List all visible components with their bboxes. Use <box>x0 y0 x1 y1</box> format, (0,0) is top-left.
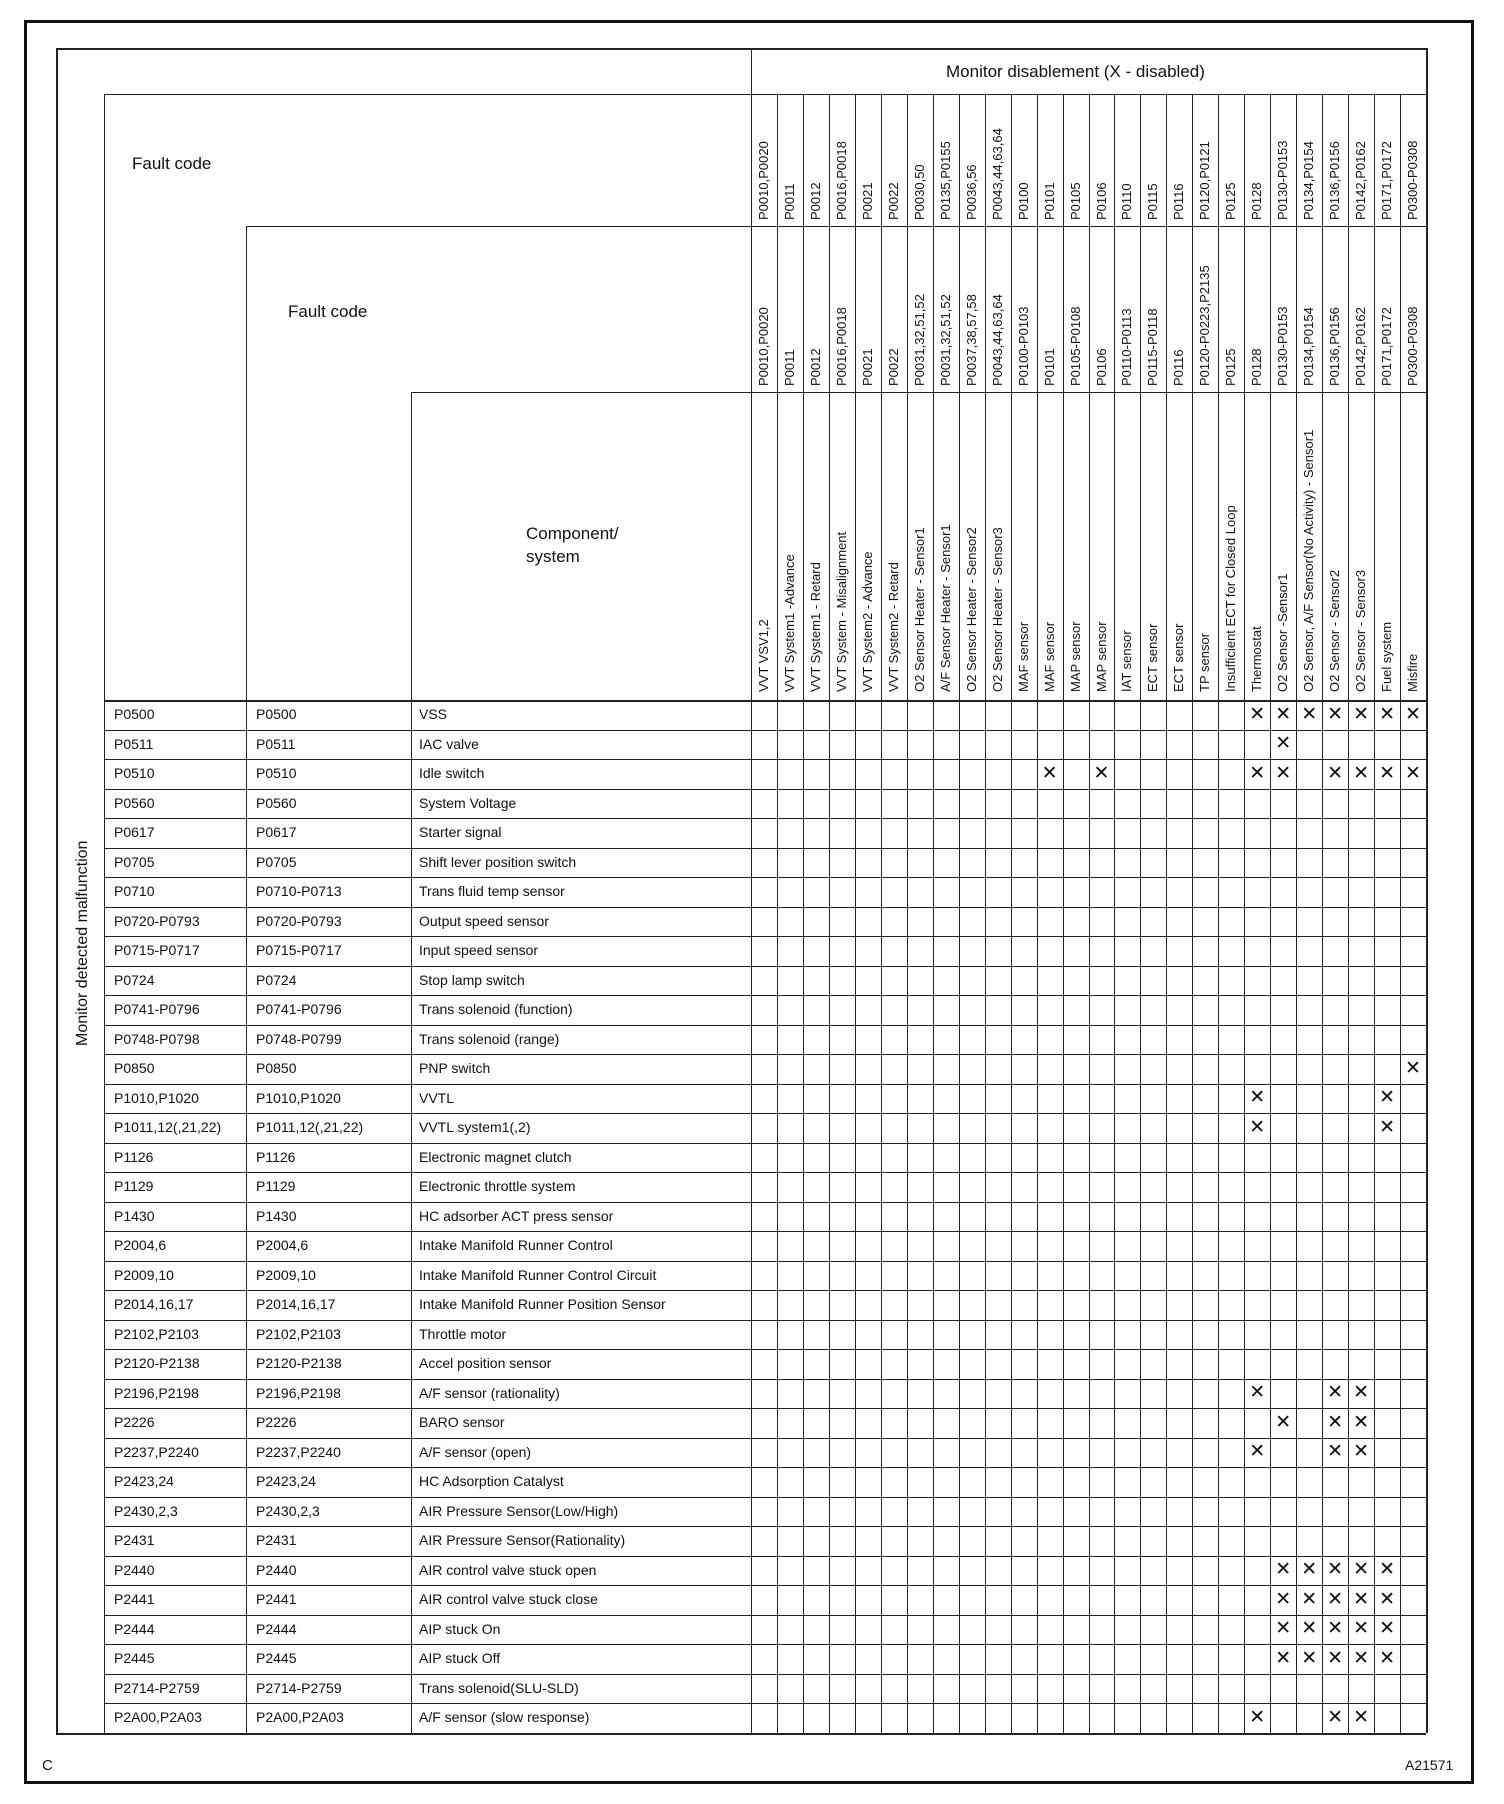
row-component: BARO sensor <box>419 1414 505 1430</box>
column-component-name: MAP sensor <box>1067 621 1083 692</box>
row-divider <box>104 818 1426 819</box>
disabled-mark: ✕ <box>1405 703 1421 725</box>
row-code-secondary: P2445 <box>256 1650 297 1666</box>
row-code-primary: P1126 <box>114 1148 154 1165</box>
column-code-primary: P0100 <box>1015 182 1031 220</box>
row-code-secondary: P2226 <box>256 1414 297 1430</box>
fault-code-label-1: Fault code <box>132 154 212 173</box>
column-code-secondary: P0110-P0113 <box>1119 308 1135 386</box>
column-code-secondary: P0106 <box>1093 348 1109 386</box>
outer-border-right <box>1426 48 1428 1733</box>
row-component: Accel position sensor <box>419 1355 552 1371</box>
disabled-mark: ✕ <box>1379 762 1395 784</box>
column-component-name: VVT System1 - Retard <box>807 562 823 692</box>
row-code-secondary: P2430,2,3 <box>256 1502 320 1519</box>
row-component: AIR control valve stuck open <box>419 1561 597 1578</box>
divider-side-label <box>104 94 105 1733</box>
row-divider <box>104 1143 1426 1144</box>
column-divider <box>1374 94 1375 1733</box>
row-code-secondary: P2004,6 <box>256 1237 309 1253</box>
row-code-secondary: P2102,P2103 <box>256 1325 341 1342</box>
row-code-secondary: P2444 <box>256 1620 297 1637</box>
divider-code2 <box>411 392 412 1733</box>
row-divider <box>104 1054 1426 1055</box>
row-code-primary: P0705 <box>114 853 155 870</box>
row-component: A/F sensor (open) <box>419 1443 532 1460</box>
column-divider <box>1089 94 1090 1733</box>
header-bottom-line <box>104 700 1426 702</box>
outer-border-bottom <box>56 1733 1426 1735</box>
row-component: Electronic magnet clutch <box>419 1148 572 1165</box>
column-code-primary: P0130-P0153 <box>1275 140 1291 220</box>
disabled-mark: ✕ <box>1275 1647 1292 1669</box>
row-code-primary: P2423,24 <box>114 1473 174 1489</box>
row-code-primary: P1129 <box>114 1178 154 1194</box>
column-code-secondary: P0105-P0108 <box>1067 306 1083 386</box>
column-divider <box>1218 94 1219 1733</box>
disabled-mark: ✕ <box>1301 1647 1318 1669</box>
row-code-primary: P2430,2,3 <box>114 1502 178 1519</box>
disabled-mark: ✕ <box>1353 1559 1370 1581</box>
row-code-secondary: P0560 <box>256 794 297 811</box>
row-divider <box>104 730 1426 731</box>
column-code-secondary: P0116 <box>1171 349 1187 386</box>
row-code-secondary: P0511 <box>256 735 296 752</box>
row-code-primary: P1011,12(,21,22) <box>114 1119 222 1135</box>
disabled-mark: ✕ <box>1327 1618 1344 1640</box>
row-divider <box>104 1585 1426 1586</box>
disabled-mark: ✕ <box>1379 1647 1395 1669</box>
row-code-secondary: P2440 <box>256 1561 297 1578</box>
row-code-primary: P1010,P1020 <box>114 1089 199 1106</box>
row-code-secondary: P1011,12(,21,22) <box>256 1119 364 1135</box>
row-component: Stop lamp switch <box>419 971 525 988</box>
column-divider <box>1037 94 1038 1733</box>
row-divider <box>104 1202 1426 1203</box>
row-divider <box>104 1556 1426 1557</box>
column-component-name: VVT System2 - Retard <box>885 562 901 692</box>
column-divider <box>1140 94 1141 1733</box>
row-component: Trans solenoid (range) <box>419 1030 560 1047</box>
column-code-primary: P0011 <box>781 183 797 220</box>
disabled-mark: ✕ <box>1301 1618 1318 1640</box>
row-component: Shift lever position switch <box>419 853 577 870</box>
column-divider <box>933 94 934 1733</box>
disabled-mark: ✕ <box>1327 1647 1344 1669</box>
column-component-name: VVT System - Misalignment <box>833 531 849 692</box>
column-code-primary: P0010,P0020 <box>756 141 771 220</box>
row-component: Intake Manifold Runner Position Sensor <box>419 1296 666 1312</box>
disabled-mark: ✕ <box>1405 1057 1421 1079</box>
row-code-primary: P0720-P0793 <box>114 912 200 929</box>
row-code-primary: P2A00,P2A03 <box>114 1709 202 1725</box>
row-component: A/F sensor (rationality) <box>419 1384 560 1401</box>
disabled-mark: ✕ <box>1249 762 1266 784</box>
disabled-mark: ✕ <box>1301 1588 1318 1610</box>
row-component: Output speed sensor <box>419 912 549 929</box>
row-code-primary: P2120-P2138 <box>114 1355 200 1371</box>
row-code-primary: P2444 <box>114 1620 155 1637</box>
row-code-primary: P2441 <box>114 1591 155 1607</box>
row-code-secondary: P0510 <box>256 765 297 781</box>
column-code-secondary: P0043,44,63,64 <box>989 294 1005 386</box>
column-divider <box>881 94 882 1733</box>
column-component-name: O2 Sensor -Sensor1 <box>1275 573 1291 692</box>
disabled-mark: ✕ <box>1379 1618 1395 1640</box>
row-component: Throttle motor <box>419 1325 507 1342</box>
column-code-primary: P0110 <box>1119 183 1135 220</box>
column-code-primary: P0120,P0121 <box>1197 141 1213 220</box>
footer-left-label: C <box>42 1757 53 1774</box>
disabled-mark: ✕ <box>1327 703 1344 725</box>
column-code-primary: P0105 <box>1067 182 1083 220</box>
column-divider <box>1322 94 1323 1733</box>
column-code-secondary: P0142,P0162 <box>1353 307 1369 386</box>
row-code-primary: P0510 <box>114 765 155 781</box>
column-component-name: VVT System1 -Advance <box>781 554 797 692</box>
row-code-secondary: P1126 <box>256 1148 296 1165</box>
column-code-primary: P0016,P0018 <box>833 141 849 220</box>
disabled-mark: ✕ <box>1275 733 1292 755</box>
column-code-primary: P0030,50 <box>911 164 927 220</box>
disabled-mark: ✕ <box>1353 1588 1370 1610</box>
row-code-secondary: P2714-P2759 <box>256 1679 342 1696</box>
column-component-name: VVT VSV1,2 <box>756 619 771 692</box>
header-band1-line <box>246 226 1426 227</box>
divider-code1 <box>246 226 247 1733</box>
column-code-secondary: P0136,P0156 <box>1327 307 1343 386</box>
disabled-mark: ✕ <box>1275 1559 1292 1581</box>
disabled-mark: ✕ <box>1249 1116 1266 1138</box>
column-component-name: O2 Sensor Heater - Sensor1 <box>911 527 927 692</box>
column-component-name: VVT System2 - Advance <box>859 551 875 692</box>
row-component: IAC valve <box>419 735 479 752</box>
column-code-secondary: P0022 <box>885 348 901 386</box>
column-code-secondary: P0021 <box>859 348 875 386</box>
row-code-secondary: P2A00,P2A03 <box>256 1709 344 1725</box>
column-code-primary: P0101 <box>1041 182 1057 220</box>
column-code-secondary: P0031,32,51,52 <box>911 294 927 386</box>
disabled-mark: ✕ <box>1249 703 1266 725</box>
column-code-secondary: P0016,P0018 <box>833 307 849 386</box>
column-divider <box>829 94 830 1733</box>
row-divider <box>104 966 1426 967</box>
disabled-mark: ✕ <box>1093 762 1110 784</box>
column-code-secondary: P0037,38,57,58 <box>963 294 979 386</box>
column-divider <box>1348 94 1349 1733</box>
disabled-mark: ✕ <box>1327 1559 1344 1581</box>
row-code-primary: P0710 <box>114 883 155 899</box>
row-code-secondary: P0850 <box>256 1060 297 1076</box>
row-code-primary: P2237,P2240 <box>114 1443 199 1460</box>
outer-border-top <box>56 48 1426 50</box>
row-code-secondary: P2014,16,17 <box>256 1296 336 1312</box>
row-code-primary: P2014,16,17 <box>114 1296 194 1312</box>
disabled-mark: ✕ <box>1249 1382 1266 1404</box>
disabled-mark: ✕ <box>1275 1618 1292 1640</box>
column-component-name: Insufficient ECT for Closed Loop <box>1223 505 1239 692</box>
column-code-secondary: P0012 <box>807 348 823 386</box>
row-component: AIR Pressure Sensor(Low/High) <box>419 1502 619 1519</box>
row-code-secondary: P0720-P0793 <box>256 912 342 929</box>
row-divider <box>104 1408 1426 1409</box>
disabled-mark: ✕ <box>1353 1647 1370 1669</box>
column-code-secondary: P0011 <box>781 349 797 386</box>
row-code-primary: P0617 <box>114 824 155 840</box>
column-component-name: TP sensor <box>1197 632 1213 692</box>
row-code-secondary: P1430 <box>256 1207 297 1224</box>
column-code-primary: P0171,P0172 <box>1379 141 1395 220</box>
row-divider <box>104 789 1426 790</box>
row-component: Intake Manifold Runner Control <box>419 1237 613 1253</box>
column-component-name: O2 Sensor - Sensor2 <box>1327 569 1343 692</box>
column-code-secondary: P0115-P0118 <box>1145 308 1161 386</box>
component-label-line1: Component/ <box>526 524 619 543</box>
disabled-mark: ✕ <box>1301 703 1318 725</box>
column-code-primary: P0106 <box>1093 182 1109 220</box>
disabled-mark: ✕ <box>1379 1116 1395 1138</box>
row-code-secondary: P2441 <box>256 1591 297 1607</box>
row-component: VVTL <box>419 1089 455 1106</box>
disabled-mark: ✕ <box>1353 1441 1370 1463</box>
column-code-secondary: P0300-P0308 <box>1405 306 1421 386</box>
row-code-primary: P0560 <box>114 794 155 811</box>
column-component-name: ECT sensor <box>1145 623 1161 692</box>
row-component: HC adsorber ACT press sensor <box>419 1207 614 1224</box>
disabled-mark: ✕ <box>1275 762 1292 784</box>
column-code-secondary: P0101 <box>1041 348 1057 386</box>
column-component-name: O2 Sensor, A/F Sensor(No Activity) - Sensor1 <box>1301 429 1317 692</box>
row-code-primary: P2004,6 <box>114 1237 167 1253</box>
column-divider <box>855 94 856 1733</box>
row-component: AIR Pressure Sensor(Rationality) <box>419 1532 626 1548</box>
column-code-primary: P0022 <box>885 182 901 220</box>
column-divider <box>1063 94 1064 1733</box>
disabled-mark: ✕ <box>1275 1588 1292 1610</box>
column-code-primary: P0134,P0154 <box>1301 141 1317 220</box>
disabled-mark: ✕ <box>1041 762 1058 784</box>
column-code-secondary: P0100-P0103 <box>1015 306 1031 386</box>
disabled-mark: ✕ <box>1405 762 1421 784</box>
column-code-primary: P0125 <box>1223 182 1239 220</box>
row-divider <box>104 1526 1426 1527</box>
disabled-mark: ✕ <box>1353 1411 1370 1433</box>
row-code-secondary: P2431 <box>256 1532 297 1548</box>
column-code-primary: P0142,P0162 <box>1353 141 1369 220</box>
figure-id: A21571 <box>1405 1757 1454 1773</box>
column-component-name: MAF sensor <box>1015 621 1031 692</box>
row-code-primary: P2440 <box>114 1561 155 1578</box>
row-code-primary: P1430 <box>114 1207 155 1224</box>
row-component: AIP stuck Off <box>419 1650 501 1666</box>
row-code-primary: P0511 <box>114 735 154 752</box>
row-code-secondary: P2196,P2198 <box>256 1384 341 1401</box>
row-code-primary: P0850 <box>114 1060 155 1076</box>
disabled-mark: ✕ <box>1327 1411 1344 1433</box>
row-code-primary: P2102,P2103 <box>114 1325 199 1342</box>
row-component: PNP switch <box>419 1060 491 1076</box>
disabled-mark: ✕ <box>1249 1441 1266 1463</box>
row-code-primary: P0500 <box>114 706 155 722</box>
row-component: Starter signal <box>419 824 502 840</box>
row-component: Electronic throttle system <box>419 1178 576 1194</box>
component-label-line2: system <box>526 547 580 566</box>
row-component: Trans solenoid(SLU-SLD) <box>419 1679 579 1696</box>
row-code-secondary: P0500 <box>256 706 297 722</box>
row-code-primary: P2714-P2759 <box>114 1679 200 1696</box>
row-code-secondary: P0705 <box>256 853 297 870</box>
column-divider <box>777 94 778 1733</box>
disabled-mark: ✕ <box>1275 703 1292 725</box>
column-divider <box>1296 94 1297 1733</box>
disabled-mark: ✕ <box>1353 703 1370 725</box>
column-component-name: Thermostat <box>1249 626 1265 692</box>
disabled-mark: ✕ <box>1275 1411 1292 1433</box>
fault-code-label-2: Fault code <box>288 302 368 321</box>
row-code-primary: P2196,P2198 <box>114 1384 199 1401</box>
disabled-mark: ✕ <box>1327 762 1344 784</box>
column-component-name: O2 Sensor - Sensor3 <box>1353 569 1369 692</box>
outer-border-left <box>56 48 58 1733</box>
column-code-secondary: P0128 <box>1249 348 1265 386</box>
disabled-mark: ✕ <box>1353 762 1370 784</box>
row-code-primary: P2445 <box>114 1650 155 1666</box>
column-component-name: A/F Sensor Heater - Sensor1 <box>937 524 953 692</box>
column-code-secondary: P0130-P0153 <box>1275 306 1291 386</box>
column-code-secondary: P0125 <box>1223 348 1239 386</box>
row-component: Idle switch <box>419 765 485 781</box>
column-divider <box>959 94 960 1733</box>
column-divider <box>1011 94 1012 1733</box>
row-code-primary: P0741-P0796 <box>114 1001 200 1017</box>
column-code-secondary: P0171,P0172 <box>1379 307 1395 386</box>
column-divider <box>1114 94 1115 1733</box>
column-divider <box>985 94 986 1733</box>
row-code-secondary: P2009,10 <box>256 1266 316 1283</box>
row-code-secondary: P0617 <box>256 824 297 840</box>
row-divider <box>104 1615 1426 1616</box>
column-divider <box>1192 94 1193 1733</box>
column-code-secondary: P0134,P0154 <box>1301 307 1317 386</box>
column-component-name: O2 Sensor Heater - Sensor2 <box>963 527 979 692</box>
side-label: Monitor detected malfunction <box>74 840 91 1046</box>
row-code-secondary: P1129 <box>256 1178 296 1194</box>
column-code-primary: P0116 <box>1171 183 1187 220</box>
disabled-mark: ✕ <box>1353 1382 1370 1404</box>
column-code-primary: P0043,44,63,64 <box>989 128 1005 220</box>
row-code-secondary: P0715-P0717 <box>256 942 342 958</box>
disabled-mark: ✕ <box>1249 1706 1266 1728</box>
row-code-primary: P2009,10 <box>114 1266 174 1283</box>
column-divider <box>1400 94 1401 1733</box>
column-divider <box>1244 94 1245 1733</box>
row-component: Trans fluid temp sensor <box>419 883 565 899</box>
row-component: HC Adsorption Catalyst <box>419 1473 564 1489</box>
disabled-mark: ✕ <box>1327 1441 1344 1463</box>
column-code-primary: P0300-P0308 <box>1405 140 1421 220</box>
column-divider <box>1270 94 1271 1733</box>
row-code-secondary: P0710-P0713 <box>256 883 342 899</box>
column-component-name: Misfire <box>1405 653 1421 692</box>
column-divider <box>803 94 804 1733</box>
disabled-mark: ✕ <box>1379 1559 1395 1581</box>
row-code-secondary: P0741-P0796 <box>256 1001 342 1017</box>
disabled-mark: ✕ <box>1379 1588 1395 1610</box>
row-code-secondary: P1010,P1020 <box>256 1089 341 1106</box>
disabled-mark: ✕ <box>1379 1087 1395 1109</box>
column-code-primary: P0128 <box>1249 182 1265 220</box>
row-divider <box>104 1644 1426 1645</box>
column-component-name: MAP sensor <box>1093 621 1109 692</box>
row-code-primary: P0748-P0798 <box>114 1030 200 1047</box>
disabled-mark: ✕ <box>1249 1087 1266 1109</box>
title-row-line <box>104 94 1426 95</box>
column-component-name: Fuel system <box>1379 621 1395 692</box>
column-code-secondary: P0031,32,51,52 <box>937 294 953 386</box>
column-code-primary: P0021 <box>859 182 875 220</box>
divider-columns-start <box>751 48 752 1733</box>
disabled-mark: ✕ <box>1327 1706 1344 1728</box>
row-component: AIP stuck On <box>419 1620 501 1637</box>
column-divider <box>1166 94 1167 1733</box>
row-component: A/F sensor (slow response) <box>419 1709 590 1725</box>
row-divider <box>104 759 1426 760</box>
row-divider <box>104 848 1426 849</box>
row-component: Intake Manifold Runner Control Circuit <box>419 1266 657 1283</box>
disabled-mark: ✕ <box>1353 1706 1370 1728</box>
column-component-name: ECT sensor <box>1171 623 1187 692</box>
row-code-secondary: P2120-P2138 <box>256 1355 342 1371</box>
column-divider <box>907 94 908 1733</box>
column-code-secondary: P0010,P0020 <box>756 307 771 386</box>
row-component: System Voltage <box>419 794 517 811</box>
disabled-mark: ✕ <box>1327 1588 1344 1610</box>
header-band2-line <box>411 392 1426 393</box>
disabled-mark: ✕ <box>1379 703 1395 725</box>
row-code-primary: P0715-P0717 <box>114 942 200 958</box>
disabled-mark: ✕ <box>1327 1382 1344 1404</box>
disabled-mark: ✕ <box>1353 1618 1370 1640</box>
row-component: Trans solenoid (function) <box>419 1001 573 1017</box>
column-code-primary: P0135,P0155 <box>937 141 953 220</box>
column-code-primary: P0012 <box>807 182 823 220</box>
column-component-name: MAF sensor <box>1041 621 1057 692</box>
column-code-secondary: P0120-P0223,P2135 <box>1197 265 1213 386</box>
row-code-secondary: P2237,P2240 <box>256 1443 341 1460</box>
row-code-primary: P0724 <box>114 971 155 988</box>
row-component: Input speed sensor <box>419 942 539 958</box>
row-divider <box>104 1172 1426 1173</box>
column-code-primary: P0115 <box>1145 183 1161 220</box>
row-code-secondary: P2423,24 <box>256 1473 316 1489</box>
column-code-primary: P0036,56 <box>963 164 979 220</box>
row-code-primary: P2431 <box>114 1532 155 1548</box>
disabled-mark: ✕ <box>1301 1559 1318 1581</box>
row-component: VVTL system1(,2) <box>419 1119 531 1135</box>
monitor-title: Monitor disablement (X - disabled) <box>946 62 1205 81</box>
row-code-secondary: P0724 <box>256 971 297 988</box>
row-component: AIR control valve stuck close <box>419 1591 598 1607</box>
column-code-primary: P0136,P0156 <box>1327 141 1343 220</box>
row-code-primary: P2226 <box>114 1414 155 1430</box>
row-code-secondary: P0748-P0799 <box>256 1030 342 1047</box>
column-component-name: IAT sensor <box>1119 630 1135 692</box>
column-component-name: O2 Sensor Heater - Sensor3 <box>989 527 1005 692</box>
row-component: VSS <box>419 706 448 722</box>
